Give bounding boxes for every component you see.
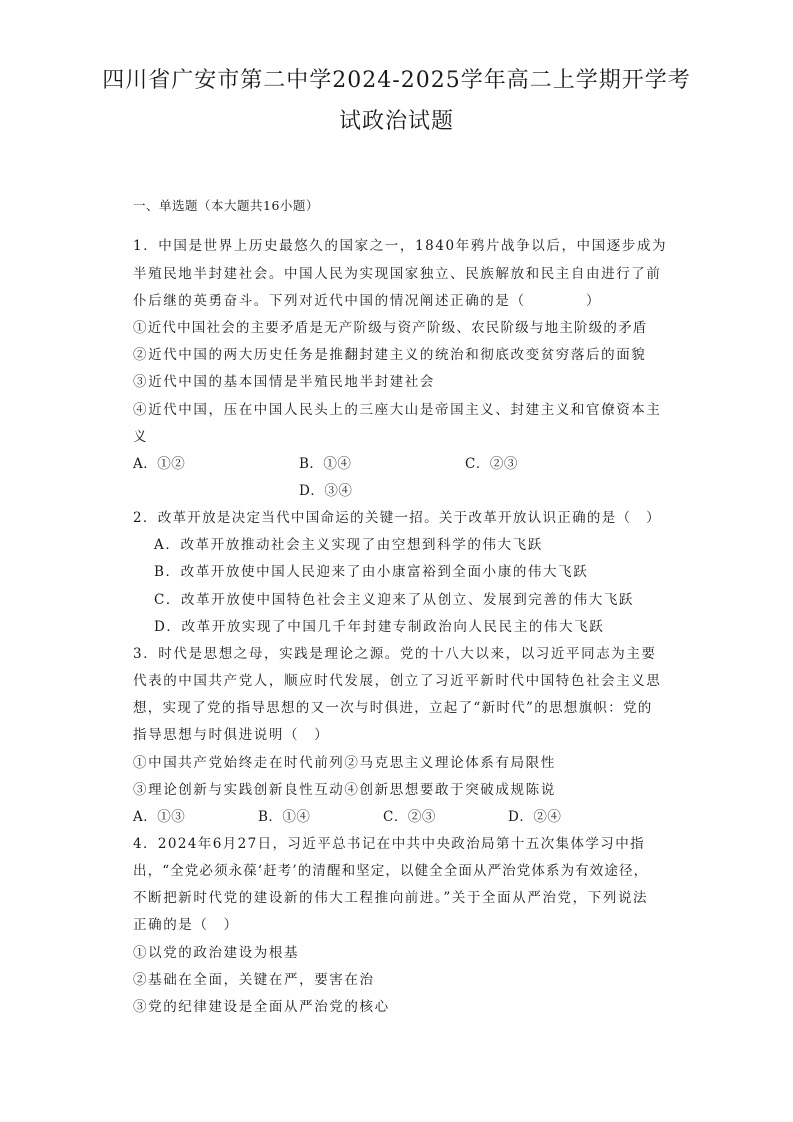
section-heading: 一、单选题（本大题共16小题） (133, 198, 319, 213)
q3-statements-1-2: ①中国共产党始终走在时代前列②马克思主义理论体系有局限性 (133, 755, 556, 771)
q1-statement-1: ①近代中国社会的主要矛盾是无产阶级与资产阶级、农民阶级与地主阶级的矛盾 (133, 320, 648, 336)
q1-option-c: C．②③ (465, 456, 518, 472)
q2-option-d: D．改革开放实现了中国几千年封建专制政治向人民民主的伟大飞跃 (154, 619, 605, 635)
q4-stem-line-2: 出，“全党必须永葆‘赶考’的清醒和坚定，以健全全面从严治党体系为有效途径， (133, 863, 649, 879)
q3-statements-3-4: ③理论创新与实践创新良性互动④创新思想要敢于突破成规陈说 (133, 782, 556, 798)
q2-stem: 2．改革开放是决定当代中国命运的关键一招。关于改革开放认识正确的是（ ） (133, 510, 661, 526)
q4-stem-line-3: 不断把新时代党的建设新的伟大工程推向前进。”关于全面从严治党，下列说法 (133, 890, 649, 906)
q2-option-b: B．改革开放使中国人民迎来了由小康富裕到全面小康的伟大飞跃 (154, 564, 589, 580)
q4-stem-line-1: 4．2024年6月27日，习近平总书记在中共中央政治局第十五次集体学习中指 (133, 836, 646, 852)
q3-option-b: B．①④ (258, 809, 311, 825)
q4-statement-2: ②基础在全面，关键在严，要害在治 (133, 972, 375, 988)
document-title-line-1: 四川省广安市第二中学2024-2025学年高二上学期开学考 (102, 68, 691, 93)
q1-stem-line-2: 半殖民地半封建社会。中国人民为实现国家独立、民族解放和民主自由进行了前 (133, 266, 662, 282)
q2-option-c: C．改革开放使中国特色社会主义迎来了从创立、发展到完善的伟大飞跃 (154, 592, 635, 608)
q1-statement-3: ③近代中国的基本国情是半殖民地半封建社会 (133, 374, 435, 390)
q1-statement-4b: 义 (133, 429, 149, 445)
q3-option-c: C．②③ (383, 809, 436, 825)
q3-stem-line-4: 指导思想与时俱进说明（ ） (133, 727, 330, 743)
q1-option-b: B．①④ (299, 456, 352, 472)
q1-statement-4a: ④近代中国，压在中国人民头上的三座大山是帝国主义、封建主义和官僚资本主 (133, 402, 662, 418)
q3-option-a: A．①③ (133, 809, 186, 825)
q2-option-a: A．改革开放推动社会主义实现了由空想到科学的伟大飞跃 (154, 537, 543, 553)
q1-statement-2: ②近代中国的两大历史任务是推翻封建主义的统治和彻底改变贫穷落后的面貌 (133, 347, 647, 363)
q4-statement-3: ③党的纪律建设是全面从严治党的核心 (133, 999, 390, 1015)
q3-stem-line-2: 代表的中国共产党人，顺应时代发展，创立了习近平新时代中国特色社会主义思 (133, 673, 662, 689)
q1-option-a: A．①② (133, 456, 186, 472)
q1-option-d: D．③④ (299, 483, 353, 499)
q1-stem-line-1: 1．中国是世界上历史最悠久的国家之一，1840年鸦片战争以后，中国逐步成为 (133, 238, 668, 254)
q3-stem-line-3: 想，实现了党的指导思想的又一次与时俱进，立起了“新时代”的思想旗帜：党的 (133, 700, 653, 716)
q4-statement-1: ①以党的政治建设为根基 (133, 945, 300, 961)
q1-stem-line-3: 仆后继的英勇奋斗。下列对近代中国的情况阐述正确的是（ ） (133, 293, 602, 309)
q3-stem-line-1: 3．时代是思想之母，实践是理论之源。党的十八大以来，以习近平同志为主要 (133, 646, 657, 662)
q3-option-d: D．②④ (508, 809, 562, 825)
document-title-line-2: 试政治试题 (338, 109, 454, 134)
q4-stem-line-4: 正确的是（ ） (133, 917, 239, 933)
